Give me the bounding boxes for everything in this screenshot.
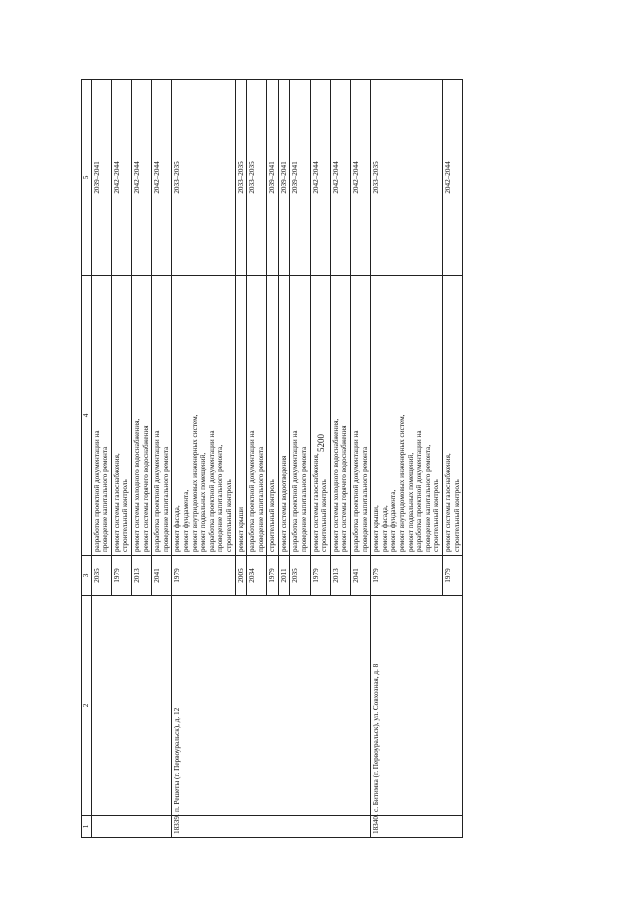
table-row	[91, 80, 111, 838]
planned-period: 2042–2044	[310, 80, 330, 276]
last-repair-year: 1979	[371, 556, 443, 596]
col-header-4: 4	[82, 276, 92, 556]
last-repair-year: 2034	[247, 556, 267, 596]
last-repair-year: 2005	[235, 556, 247, 596]
last-repair-year: 2011	[278, 556, 290, 596]
work-description: ремонт системы газоснабжения, строительный контроль	[310, 276, 330, 556]
work-description: ремонт системы газоснабжения, строительный контроль	[111, 276, 131, 556]
last-repair-year: 1979	[267, 556, 279, 596]
last-repair-year: 1979	[310, 556, 330, 596]
entry-number: 18339.	[172, 816, 371, 838]
last-repair-year: 1979	[442, 556, 462, 596]
col-header-1: 1	[82, 816, 92, 838]
planned-period: 2039–2041	[267, 80, 279, 276]
work-description: строительный контроль	[267, 276, 279, 556]
building-address: с. Битимка (г. Первоуральск), ул. Совхозная, д. 8	[371, 596, 463, 816]
planned-period: 2033–2035	[247, 80, 267, 276]
planned-period: 2042–2044	[442, 80, 462, 276]
planned-period: 2033–2035	[371, 80, 443, 276]
last-repair-year: 2035	[91, 556, 111, 596]
building-address	[91, 596, 172, 816]
work-description: ремонт системы холодного водоснабжения, ремонт системы горячего водоснабжения	[131, 276, 151, 556]
planned-period: 2033–2035	[235, 80, 247, 276]
col-header-5: 5	[82, 80, 92, 276]
planned-period: 2042–2044	[330, 80, 350, 276]
work-description: разработка проектной документации на проведение капитального ремонта	[152, 276, 172, 556]
col-header-3: 3	[82, 556, 92, 596]
planned-period: 2039–2041	[91, 80, 111, 276]
table-row	[371, 80, 443, 838]
last-repair-year: 2013	[131, 556, 151, 596]
last-repair-year: 1979	[172, 556, 235, 596]
planned-period: 2039–2041	[290, 80, 310, 276]
work-description: ремонт системы водоотведения	[278, 276, 290, 556]
page-number: 5200	[316, 434, 326, 452]
work-description: ремонт системы газоснабжения, строительный контроль	[442, 276, 462, 556]
work-description: разработка проектной документации на проведение капитального ремонта	[351, 276, 371, 556]
planned-period: 2042–2044	[351, 80, 371, 276]
planned-period: 2042–2044	[131, 80, 151, 276]
entry-number	[91, 816, 172, 838]
last-repair-year: 2013	[330, 556, 350, 596]
last-repair-year: 2041	[152, 556, 172, 596]
planned-period: 2033–2035	[172, 80, 235, 276]
col-header-2: 2	[82, 596, 92, 816]
work-description: разработка проектной документации на проведение капитального ремонта	[290, 276, 310, 556]
repair-schedule-table	[81, 79, 463, 838]
building-address: п. Решеты (г. Первоуральск), д. 12	[172, 596, 371, 816]
last-repair-year: 1979	[111, 556, 131, 596]
rotated-table-wrapper	[81, 80, 556, 838]
work-description: ремонт крыши	[235, 276, 247, 556]
entry-number: 18340.	[371, 816, 463, 838]
last-repair-year: 2041	[351, 556, 371, 596]
work-description: ремонт фасада, ремонт фундамента, ремонт внутридомовых инженерных систем, ремонт подвальных помещений, разработка проектной документации на проведение капитального ремонта, строительный контроль	[172, 276, 235, 556]
work-description: разработка проектной документации на проведение капитального ремонта	[247, 276, 267, 556]
planned-period: 2042–2044	[152, 80, 172, 276]
work-description: ремонт системы холодного водоснабжения, ремонт системы горячего водоснабжения	[330, 276, 350, 556]
work-description: разработка проектной документации на проведение капитального ремонта	[91, 276, 111, 556]
table-row	[172, 80, 235, 838]
work-description: ремонт крыши, ремонт фасада, ремонт фундамента, ремонт внутридомовых инженерных систем, ремонт подвальных помещений, разработка проектной документации на проведение капитального ремонта, строительный контроль	[371, 276, 443, 556]
table-header-row	[82, 80, 92, 838]
planned-period: 2042–2044	[111, 80, 131, 276]
last-repair-year: 2035	[290, 556, 310, 596]
planned-period: 2039–2041	[278, 80, 290, 276]
